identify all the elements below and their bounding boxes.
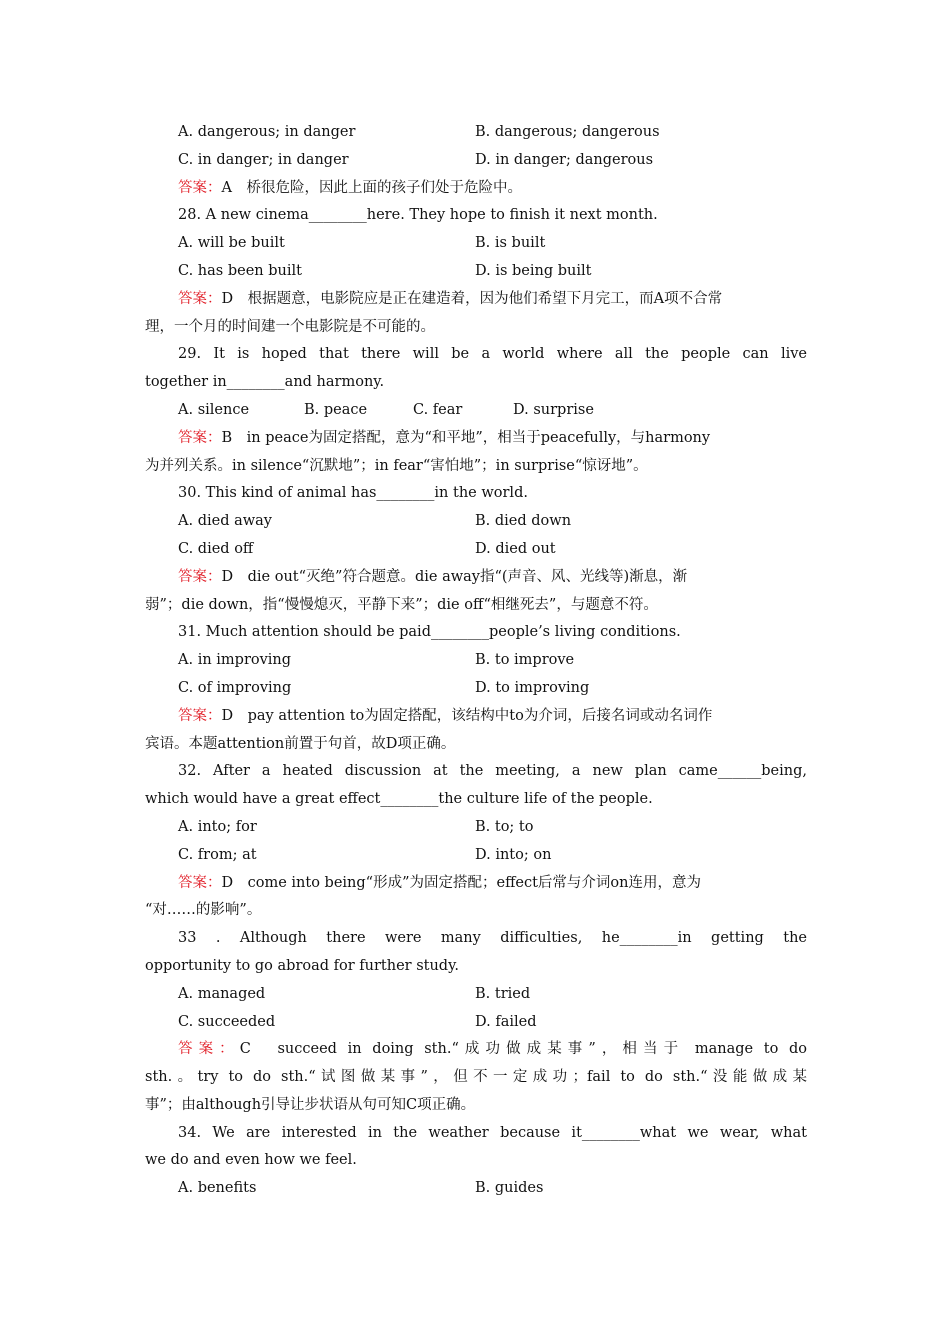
answer-q33-cont: sth.。try to do sth.“试图做某事”，但不一定成功；fail to do sth.“没能做成某: [145, 1069, 807, 1086]
answer-label: 答案：: [178, 707, 222, 724]
answer-label: 答案：: [178, 874, 222, 891]
question-30-stem: 30. This kind of animal has________in the world.: [178, 485, 528, 502]
answer-q31: [145, 703, 807, 731]
option-d: D. failed: [475, 1013, 537, 1030]
option-c: C. in danger; in danger: [178, 151, 349, 168]
option-b: B. to; to: [475, 818, 534, 835]
option-d: D. in danger; dangerous: [475, 151, 654, 168]
option-d: D. died out: [475, 540, 556, 557]
option-c: C. has been built: [178, 262, 302, 279]
option-c: C. succeeded: [178, 1013, 276, 1030]
answer-text: D pay attention to为固定搭配，该结构中to为介词，后接名词或动名词作: [221, 707, 713, 724]
options-row: [145, 258, 807, 286]
answer-text: C succeed in doing sth.“成功做成某事”，相当于 manage to do: [239, 1041, 808, 1058]
option-c: C. fear: [413, 401, 463, 418]
option-a: A. silence: [178, 401, 250, 418]
option-a: A. in improving: [178, 652, 292, 669]
answer-label: 答案：: [178, 1041, 240, 1058]
answer-text: D die out“灭绝”符合题意。die away指“(声音、风、光线等)渐息，渐: [221, 568, 688, 585]
option-a: A. will be built: [178, 235, 285, 252]
question-33-stem: 33 . Although there were many difficulties, he________in getting the: [178, 930, 807, 947]
option-a: A. managed: [178, 985, 266, 1002]
option-b: B. to improve: [475, 652, 575, 669]
answer-q32: [145, 870, 807, 898]
question-32-stem: 32. After a heated discussion at the meeting, a new plan came______being,: [178, 763, 807, 780]
option-b: B. guides: [475, 1180, 544, 1197]
answer-text: D 根据题意，电影院应是正在建造着，因为他们希望下月完工，而A项不合常: [221, 290, 723, 307]
option-a: A. dangerous; in danger: [178, 124, 356, 140]
options-row: [145, 508, 807, 536]
option-d: D. to improving: [475, 679, 590, 696]
question-28-stem: 28. A new cinema________here. They hope to finish it next month.: [178, 207, 658, 224]
question-34-stem-cont: we do and even how we feel.: [145, 1152, 357, 1169]
option-c: C. of improving: [178, 679, 292, 696]
options-row: [145, 981, 807, 1009]
options-row: [145, 397, 807, 425]
options-row: [145, 814, 807, 842]
answer-q33-cont2: 事”；由although引导让步状语从句可知C项正确。: [145, 1096, 476, 1113]
answer-text: B in peace为固定搭配，意为“和平地”，相当于peacefully，与harmony: [221, 429, 711, 446]
question-33-stem-cont: opportunity to go abroad for further study.: [145, 957, 459, 974]
answer-text: D come into being“形成”为固定搭配；effect后常与介词on连用，意为: [221, 874, 701, 891]
option-c: C. died off: [178, 540, 254, 557]
option-d: D. into; on: [475, 846, 552, 863]
answer-q30-cont: 弱”；die down，指“慢慢熄灭，平静下来”；die off“相继死去”，与题意不符。: [145, 596, 658, 613]
option-c: C. from; at: [178, 846, 257, 863]
answer-q29-cont: 为并列关系。in silence“沉默地”；in fear“害怕地”；in surprise“惊讶地”。: [145, 457, 648, 474]
question-29-stem-cont: together in________and harmony.: [145, 374, 385, 391]
option-b: B. dangerous; dangerous: [475, 124, 660, 140]
options-row: [145, 147, 807, 175]
options-row: [145, 1175, 807, 1203]
answer-q27: [145, 175, 807, 203]
option-b: B. died down: [475, 513, 572, 530]
answer-q32-cont: “对……的影响”。: [145, 902, 262, 919]
options-row: [145, 842, 807, 870]
answer-q30: [145, 564, 807, 592]
answer-q28: [145, 286, 807, 314]
option-b: B. is built: [475, 235, 546, 252]
answer-text: A 桥很危险，因此上面的孩子们处于危险中。: [221, 179, 522, 196]
answer-q29: [145, 425, 807, 453]
options-row: [145, 230, 807, 258]
answer-label: 答案：: [178, 179, 222, 196]
answer-label: 答案：: [178, 568, 222, 585]
option-d: D. is being built: [475, 262, 592, 279]
answer-label: 答案：: [178, 290, 222, 307]
question-31-stem: 31. Much attention should be paid________people’s living conditions.: [178, 624, 681, 641]
answer-q33: [145, 1036, 807, 1064]
question-32-stem-cont: which would have a great effect________the culture life of the people.: [145, 791, 653, 808]
answer-label: 答案：: [178, 429, 222, 446]
question-34-stem: 34. We are interested in the weather because it________what we wear, what: [178, 1124, 807, 1141]
answer-q31-cont: 宾语。本题attention前置于句首，故D项正确。: [145, 735, 456, 752]
options-row: [145, 119, 807, 147]
options-row: [145, 675, 807, 703]
options-row: [145, 647, 807, 675]
exercise-content: [145, 119, 807, 1203]
option-b: B. peace: [304, 401, 368, 418]
option-a: A. into; for: [178, 818, 257, 835]
option-a: A. died away: [178, 513, 272, 530]
options-row: [145, 536, 807, 564]
answer-q28-cont: 理，一个月的时间建一个电影院是不可能的。: [145, 318, 435, 335]
option-d: D. surprise: [513, 401, 594, 418]
question-29-stem: 29. It is hoped that there will be a world where all the people can live: [178, 346, 807, 363]
options-row: [145, 1009, 807, 1037]
option-a: A. benefits: [178, 1180, 257, 1197]
option-b: B. tried: [475, 985, 531, 1002]
